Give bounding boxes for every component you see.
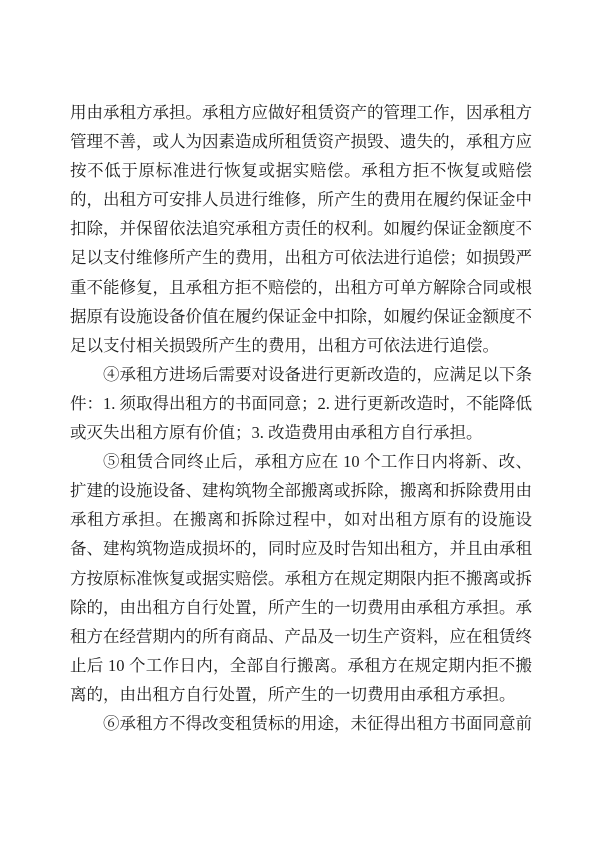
paragraph-clause-4: ④承租方进场后需要对设备进行更新改造的，应满足以下条件：1. 须取得出租方的书面同意；2. 进行更新改造时，不能降低或灭失出租方原有价值；3. 改造费用由承租方自行承担。 bbox=[70, 364, 532, 443]
paragraph-clause-6: ⑥承租方不得改变租赁标的用途，未征得出租方书面同意前 bbox=[103, 713, 532, 733]
contract-text-block bbox=[70, 98, 532, 738]
paragraph-clause-5: ⑤租赁合同终止后，承租方应在 10 个工作日内将新、改、扩建的设施设备、建构筑物全部搬离或拆除，搬离和拆除费用由承租方承担。在搬离和拆除过程中，如对出租方原有的设施设备、建构筑物造成损坏的，同时应及时告知出租方，并且由承租方按原标准恢复或据实赔偿。承租方在规定期限内拒不搬离或拆除的，由出租方自行处置，所产生的一切费用由承租方承担。承租方在经营期内的所有商品、产品及一切生产资料，应在租赁终止后 10 个工作日内，全部自行搬离。承租方在规定期内拒不搬离的，由出租方自行处置，所产生的一切费用由承租方承担。 bbox=[70, 452, 532, 704]
paragraph-continuation: 用由承租方承担。承租方应做好租赁资产的管理工作，因承租方管理不善，或人为因素造成所租赁资产损毁、遗失的，承租方应按不低于原标准进行恢复或据实赔偿。承租方拒不恢复或赔偿的，出租方可安排人员进行维修，所产生的费用在履约保证金中扣除，并保留依法追究承租方责任的权利。如履约保证金额度不足以支付维修所产生的费用，出租方可依法进行追偿；如损毁严重不能修复，且承租方拒不赔偿的，出租方可单方解除合同或根据原有设施设备价值在履约保证金中扣除，如履约保证金额度不足以支付相关损毁所产生的费用，出租方可依法进行追偿。 bbox=[70, 103, 532, 355]
